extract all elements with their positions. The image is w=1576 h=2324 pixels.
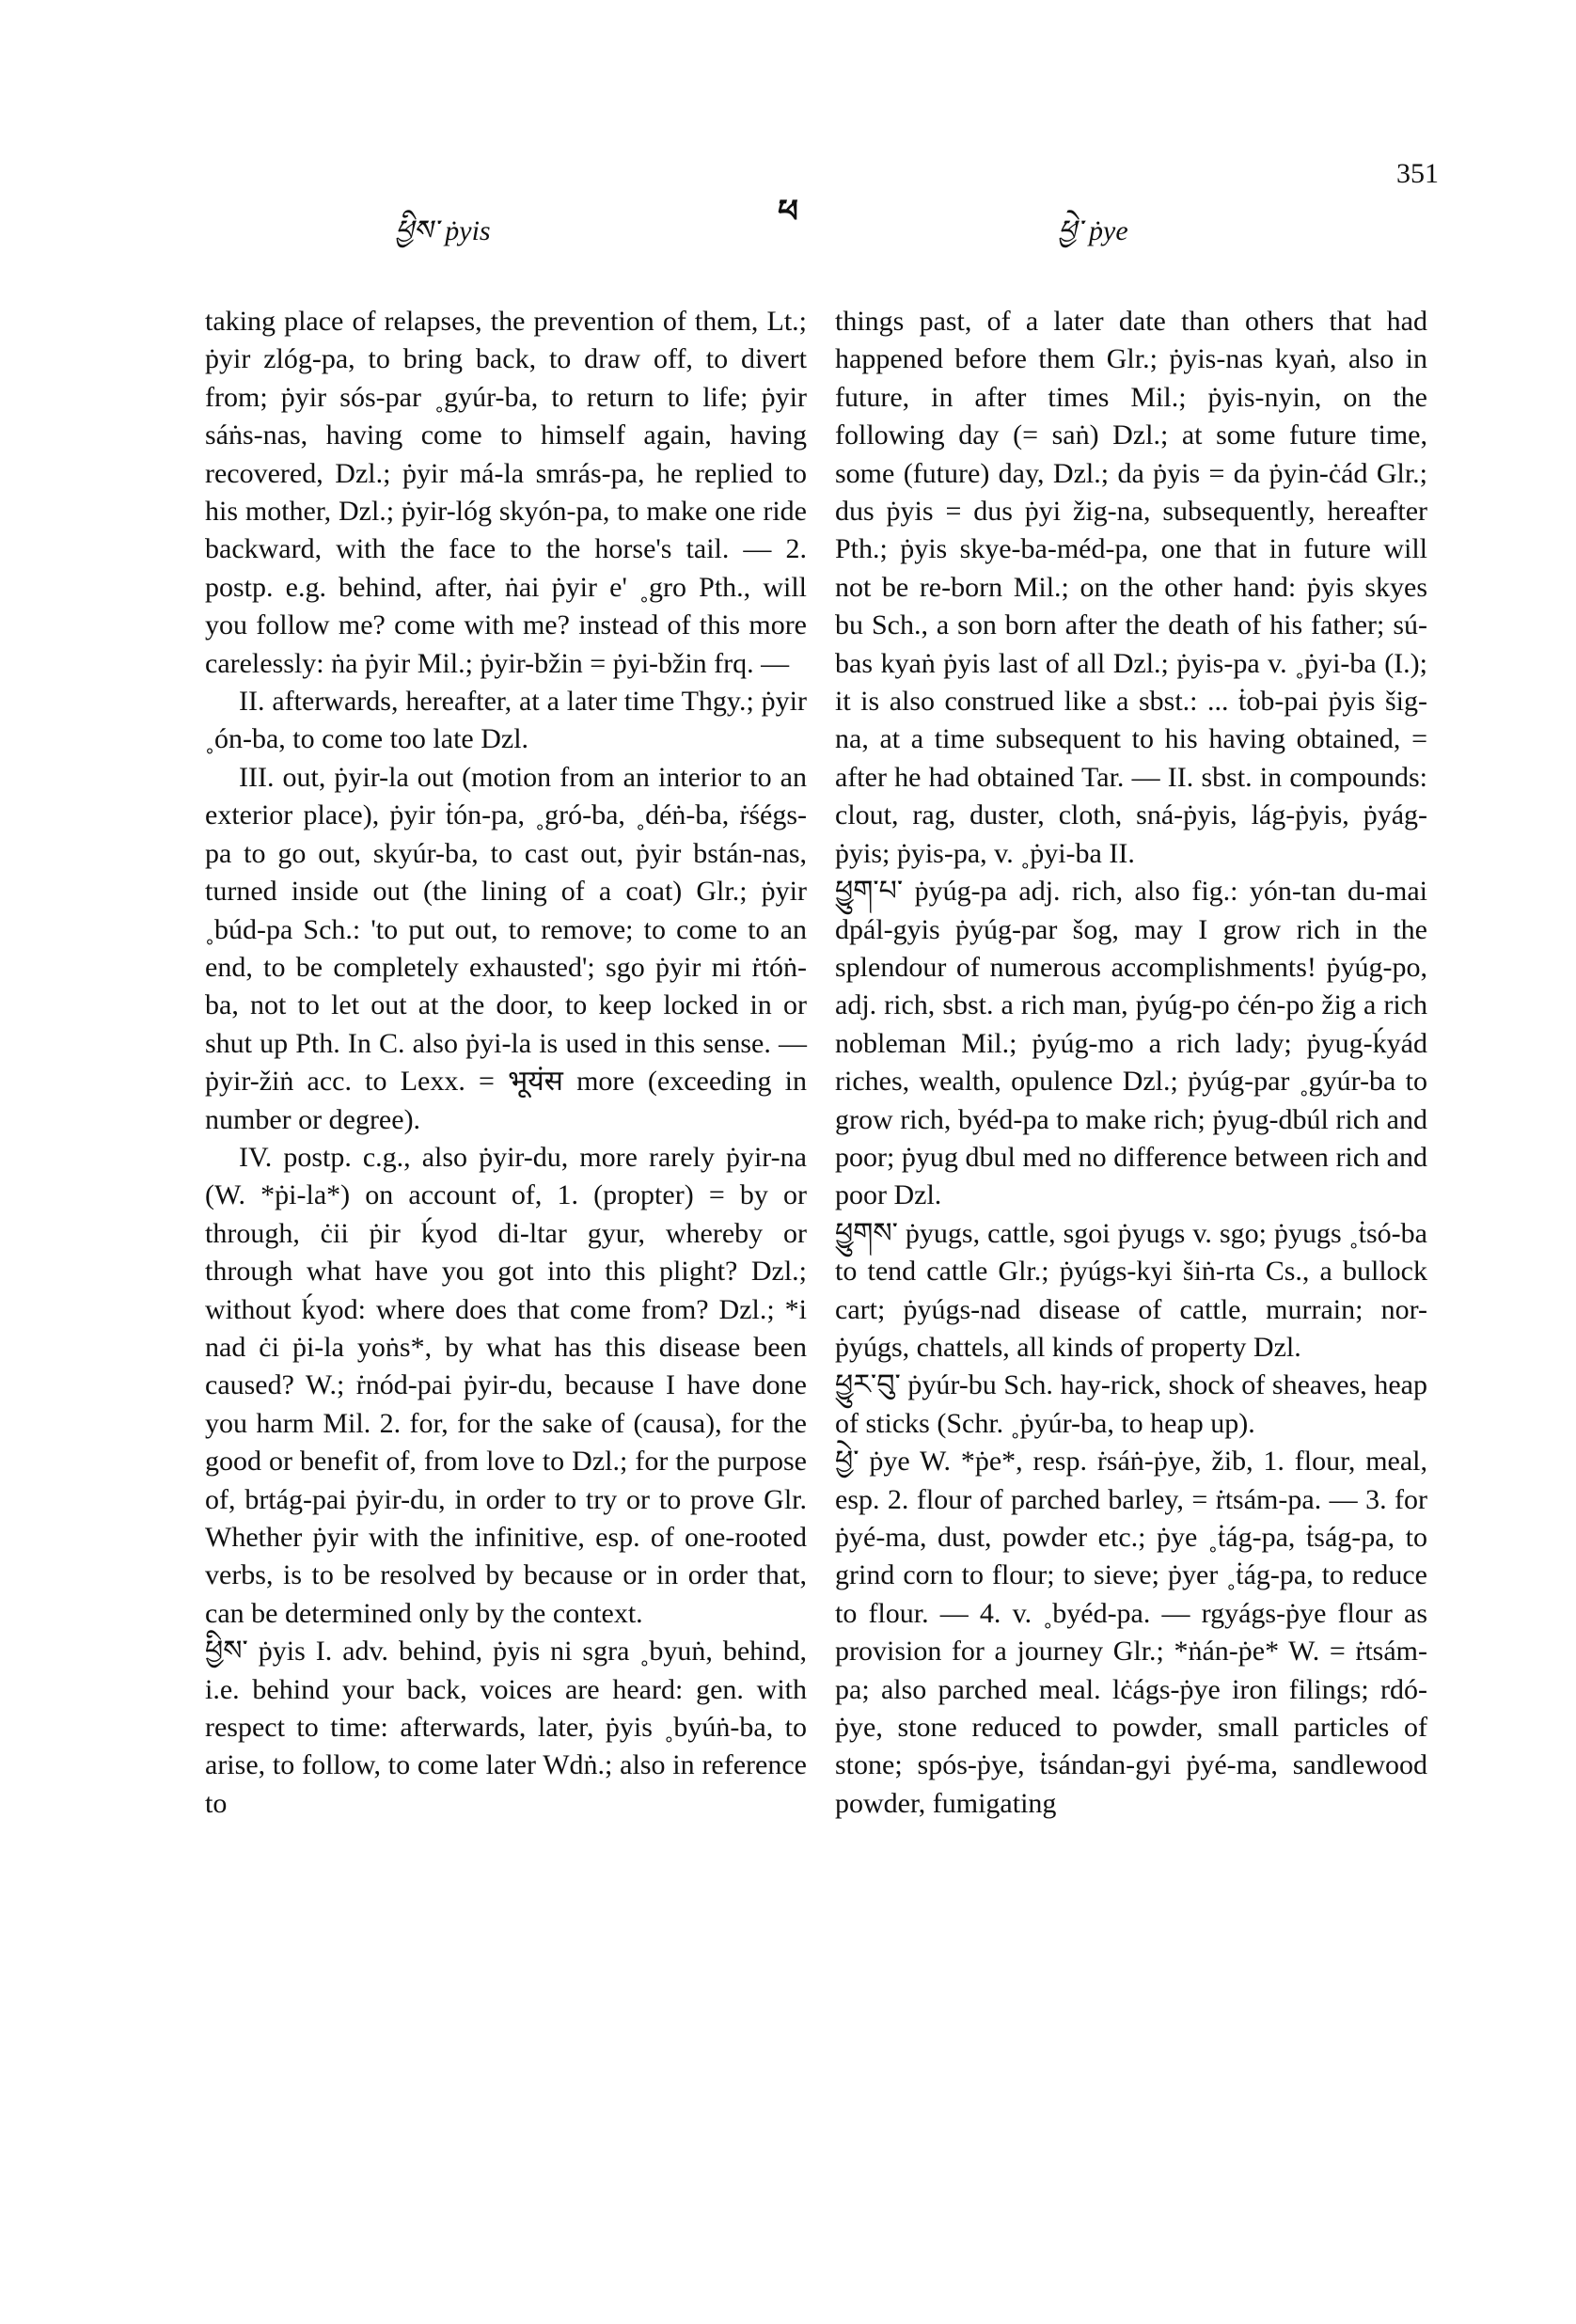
left-paragraph: II. afterwards, hereafter, at a later time Thgy.; ṗyir ˳ón-ba, to come too late Dzl.: [205, 686, 807, 755]
page-number: 351: [1396, 158, 1439, 189]
dictionary-entry: ཕྱུགས་ ṗyugs, cattle, sgoi ṗyugs v. sgo; ṗyugs ˳ṫsó-ba to tend cattle Glr.; ṗyúgs-kyi šiṅ-rta Cs., a bullock cart; ṗyúgs-nad disease of cattle, murrain; nor-ṗyúgs, chattels, all kinds of property Dzl.: [835, 1217, 1427, 1363]
dictionary-entry: ཕྱིས་ ṗyis I. adv. behind, ṗyis ni sgra ˳byuṅ, behind, i.e. behind your back, voices are heard: gen. with respect to time: afterwards, later, ṗyis ˳byúṅ-ba, to arise, to follow, to come later Wdṅ.; also in reference to: [205, 1636, 807, 1819]
dictionary-entry: ཕྱུག་པ་ ṗyúg-pa adj. rich, also fig.: yón-tan du-mai dpál-gyis ṗyúg-par šog, may I grow rich in the splendour of numerous accomplishments! ṗyúg-po, adj. rich, sbst. a rich man, ṗyúg-po ċén-po žig a rich nobleman Mil.; ṗyúg-mo a rich lady; ṗyug-ḱyád riches, wealth, opulence Dzl.; ṗyúg-par ˳gyúr-ba to grow rich, byéd-pa to make rich; ṗyug-dbúl rich and poor; ṗyug dbul med no difference between rich and poor Dzl.: [835, 876, 1427, 1211]
header-left: ཕྱིས་ ṗyis: [395, 215, 491, 246]
left-paragraph: IV. postp. c.g., also ṗyir-du, more rarely ṗyir-na (W. *ṗi-la*) on account of, 1. (propter) = by or through, ċii ṗir ḱyod di-ltar gyur, whereby or through what have you got into this plight? Dzl.; without ḱyod: where does that come from? Dzl.; *i nad ċi ṗi-la yoṅs*, by what has this disease been caused? W.; ṙnód-pai ṗyir-du, because I have done you harm Mil. 2. for, for the sake of (causa), for the good or benefit of, from love to Dzl.; for the purpose of, brtág-pai ṗyir-du, in order to try or to prove Glr. Whether ṗyir with the infinitive, esp. of one-rooted verbs, is to be resolved by because or in order that, can be determined only by the context.: [205, 1141, 807, 1629]
left-paragraph: III. out, ṗyir-la out (motion from an interior to an exterior place), ṗyir ṫón-pa, ˳gró-ba, ˳déṅ-ba, ṙśégs-pa to go out, skyúr-ba, to cast out, ṗyir bstán-nas, turned inside out (the lining of a coat) Glr.; ṗyir ˳búd-pa Sch.: 'to put out, to remove; to come to an end, to be completely exhausted'; sgo ṗyir mi ṙtóṅ-ba, not to let out at the door, to keep locked in or shut up Pth. In C. also ṗyi-la is used in this sense. — ṗyir-žiṅ acc. to Lexx. = भूयंस more (exceeding in number or degree).: [205, 761, 807, 1135]
top-letter: ཕ: [778, 195, 798, 229]
left-paragraph: taking place of relapses, the prevention of them, Lt.; ṗyir zlóg-pa, to bring back, to draw off, to divert from; ṗyir sós-par ˳gyúr-ba, to return to life; ṗyir sáṅs-nas, having come to himself again, having recovered, Dzl.; ṗyir má-la smrás-pa, he replied to his mother, Dzl.; ṗyir-lóg skyón-pa, to make one ride backward, with the face to the horse's tail. — 2. postp. e.g. behind, after, ṅai ṗyir e' ˳gro Pth., will you follow me? come with me? instead of this more carelessly: ṅa ṗyir Mil.; ṗyir-bžin = ṗyi-bžin frq. —: [205, 306, 807, 679]
right-paragraph: things past, of a later date than others that had happened before them Glr.; ṗyis-nas kyaṅ, also in future, in after times Mil.; ṗyis-nyin, on the following day (= saṅ) Dzl.; at some future time, some (future) day, Dzl.; da ṗyis = da ṗyin-ċád Glr.; dus ṗyis = dus ṗyi žig-na, subsequently, hereafter Pth.; ṗyis skye-ba-méd-pa, one that in future will not be re-born Mil.; on the other hand: ṗyis skyes bu Sch., a son born after the death of his father; sú-bas kyaṅ ṗyis last of all Dzl.; ṗyis-pa v. ˳ṗyi-ba (I.); it is also construed like a sbst.: ... ṫob-pai ṗyis šig-na, at a time subsequent to his having obtained, = after he had obtained Tar. — II. sbst. in compounds: clout, rag, duster, cloth, sná-ṗyis, lág-ṗyis, ṗyág-ṗyis; ṗyis-pa, v. ˳ṗyi-ba II.: [835, 306, 1427, 869]
dictionary-entry: ཕྱུར་བུ་ ṗyúr-bu Sch. hay-rick, shock of sheaves, heap of sticks (Schr. ˳ṗyúr-ba, to heap up).: [835, 1369, 1427, 1439]
dictionary-entry: ཕྱེ་ ṗye W. *ṗe*, resp. ṙsáṅ-ṗye, žib, 1. flour, meal, esp. 2. flour of parched barley, = ṙtsám-pa. — 3. for ṗyé-ma, dust, powder etc.; ṗye ˳ṫág-pa, ṫság-pa, to grind corn to flour; to sieve; ṗyer ˳ṫág-pa, to reduce to flour. — 4. v. ˳byéd-pa. — rgyágs-ṗye flour as provision for a journey Glr.; *ṅán-ṗe* W. = ṙtsám-pa; also parched meal. lċágs-ṗye iron filings; rdó-ṗye, stone reduced to powder, small particles of stone; spós-ṗye, ṫsándan-gyi ṗyé-ma, sandlewood powder, fumigating: [835, 1446, 1427, 1819]
right-column: [835, 303, 1427, 1823]
left-column: [205, 303, 807, 1823]
header-right: ཕྱེ་ ṗye: [1058, 215, 1128, 246]
